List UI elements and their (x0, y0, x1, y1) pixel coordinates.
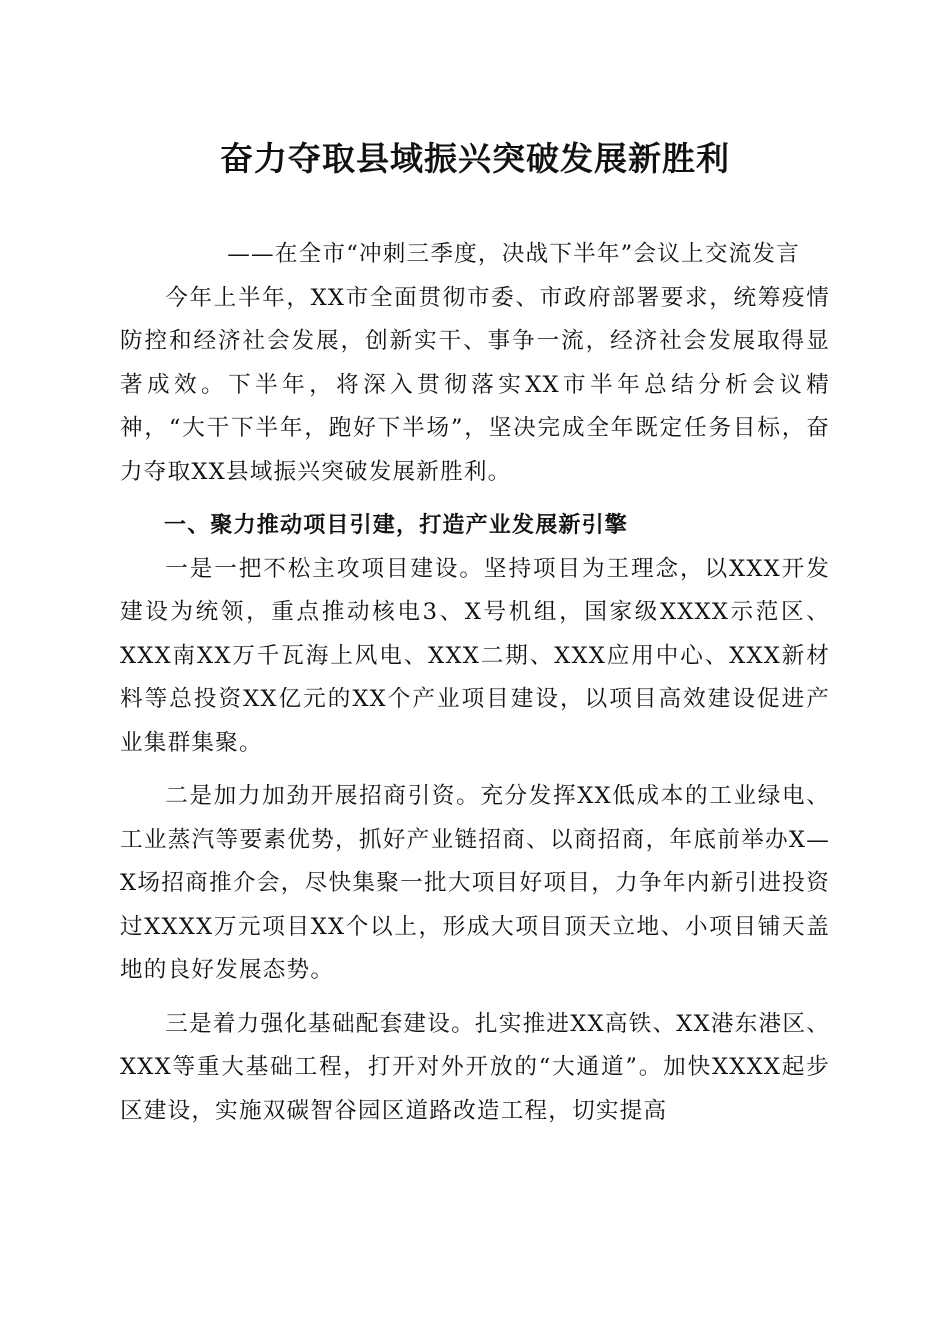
point-text: 充分发挥XX低成本的工业绿电、工业蒸汽等要素优势，抓好产业链招商、以商招商，年底前举办X—X场招商推介会，尽快集聚一批大项目好项目，力争年内新引进投资过XXXX万元项目XX个以上，形成大项目顶天立地、小项目铺天盖地的良好发展态势。 (120, 783, 830, 983)
document-subtitle: ——在全市“冲刺三季度，决战下半年”会议上交流发言 (227, 241, 800, 267)
point-text: 扎实推进XX高铁、XX港东港区、XXX等重大基础工程，打开对外开放的“大通道”。加快XXXX起步区建设，实施双碳智谷园区道路改造工程，切实提高 (120, 1010, 830, 1124)
point-lead: 二是加力加劲开展招商引资。 (165, 783, 481, 809)
document-body (120, 233, 830, 1133)
point-lead: 三是着力强化基础配套建设。 (165, 1010, 475, 1037)
document-title: 奋力夺取县域振兴突破发展新胜利 (220, 139, 730, 178)
section-heading: 一、聚力推动项目引建，打造产业发展新引擎 (164, 513, 629, 538)
point-lead: 一是一把不松主攻项目建设。 (165, 555, 484, 582)
point-paragraph (120, 1003, 830, 1134)
intro-paragraph: 今年上半年，XX市全面贯彻市委、市政府部署要求，统筹疫情防控和经济社会发展，创新实干、事争一流，经济社会发展取得显著成效。下半年，将深入贯彻落实XX市半年总结分析会议精神，“大干下半年，跑好下半场”，坚决完成全年既定任务目标，奋力夺取XX县域振兴突破发展新胜利。 (120, 284, 830, 485)
point-text: 坚持项目为王理念，以XXX开发建设为统领，重点推动核电3、X号机组，国家级XXXX示范区、XXX南XX万千瓦海上风电、XXX二期、XXX应用中心、XXX新材料等总投资XX亿元的XX个产业项目建设，以项目高效建设促进产业集群集聚。 (120, 555, 830, 756)
point-paragraph (120, 775, 830, 993)
point-paragraph (120, 548, 830, 766)
